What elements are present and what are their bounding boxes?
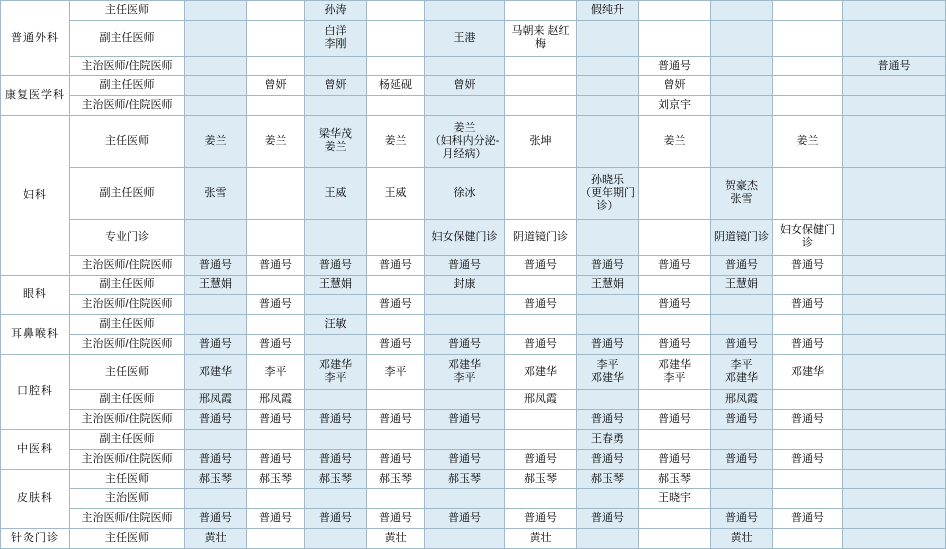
schedule-cell	[425, 96, 505, 116]
schedule-cell	[305, 528, 367, 548]
schedule-cell	[711, 469, 773, 489]
schedule-cell	[639, 219, 711, 255]
schedule-cell: 妇女保健门诊	[773, 219, 843, 255]
schedule-cell	[185, 219, 247, 255]
schedule-cell: 黄壮	[367, 528, 425, 548]
schedule-cell: 邓建华 李平	[425, 354, 505, 390]
schedule-cell	[711, 56, 773, 76]
schedule-cell	[425, 295, 505, 315]
schedule-cell	[577, 489, 639, 509]
schedule-cell: 邢凤霞	[711, 390, 773, 410]
schedule-cell	[843, 390, 946, 410]
table-row	[1, 528, 946, 548]
role-cell: 副主任医师	[70, 76, 185, 96]
schedule-cell: 贺豪杰 张雪	[711, 167, 773, 219]
schedule-cell: 汪敏	[305, 315, 367, 335]
role-cell: 主治医师/住院医师	[70, 96, 185, 116]
schedule-cell: 普通号	[305, 255, 367, 275]
table-row	[1, 469, 946, 489]
role-cell: 主治医师/住院医师	[70, 509, 185, 529]
schedule-cell: 邢凤霞	[505, 390, 577, 410]
schedule-cell	[639, 1, 711, 21]
table-row	[1, 354, 946, 390]
table-row	[1, 509, 946, 529]
schedule-cell	[305, 96, 367, 116]
schedule-cell	[639, 430, 711, 450]
department-cell: 中医科	[1, 430, 70, 470]
schedule-cell: 刘京宇	[639, 96, 711, 116]
role-cell: 主任医师	[70, 354, 185, 390]
schedule-cell	[367, 489, 425, 509]
role-cell: 主治医师/住院医师	[70, 334, 185, 354]
schedule-cell: 梁华茂 姜兰	[305, 115, 367, 167]
schedule-cell: 普通号	[185, 509, 247, 529]
schedule-cell	[711, 20, 773, 56]
schedule-cell	[773, 489, 843, 509]
schedule-cell	[843, 449, 946, 469]
schedule-cell	[247, 219, 305, 255]
schedule-cell	[843, 1, 946, 21]
schedule-cell	[367, 219, 425, 255]
schedule-cell: 邓建华	[185, 354, 247, 390]
schedule-cell: 普通号	[185, 410, 247, 430]
department-cell: 针灸门诊	[1, 528, 70, 548]
schedule-cell	[843, 255, 946, 275]
schedule-cell: 普通号	[711, 334, 773, 354]
schedule-cell	[773, 528, 843, 548]
schedule-cell	[367, 20, 425, 56]
table-row	[1, 255, 946, 275]
schedule-cell	[305, 295, 367, 315]
schedule-cell: 普通号	[367, 509, 425, 529]
schedule-cell	[843, 354, 946, 390]
role-cell: 主治医师/住院医师	[70, 56, 185, 76]
schedule-cell: 普通号	[305, 509, 367, 529]
schedule-cell	[505, 410, 577, 430]
schedule-cell: 邓建华	[773, 354, 843, 390]
table-row	[1, 56, 946, 76]
schedule-cell	[185, 1, 247, 21]
schedule-cell	[305, 390, 367, 410]
role-cell: 副主任医师	[70, 275, 185, 295]
schedule-cell: 郝玉琴	[577, 469, 639, 489]
schedule-cell: 普通号	[247, 295, 305, 315]
schedule-cell: 白洋 李刚	[305, 20, 367, 56]
schedule-cell: 普通号	[639, 295, 711, 315]
schedule-cell: 普通号	[247, 255, 305, 275]
schedule-cell	[185, 96, 247, 116]
table-row	[1, 315, 946, 335]
schedule-cell: 李平 邓建华	[711, 354, 773, 390]
schedule-cell	[247, 56, 305, 76]
schedule-cell	[843, 167, 946, 219]
schedule-cell: 普通号	[773, 449, 843, 469]
schedule-cell: 普通号	[711, 509, 773, 529]
schedule-cell	[843, 410, 946, 430]
schedule-cell	[639, 275, 711, 295]
schedule-cell	[577, 20, 639, 56]
role-cell: 主任医师	[70, 528, 185, 548]
schedule-cell	[843, 76, 946, 96]
schedule-cell: 邓建华 李平	[639, 354, 711, 390]
schedule-cell: 李平 邓建华	[577, 354, 639, 390]
schedule-cell: 普通号	[367, 295, 425, 315]
schedule-cell	[425, 1, 505, 21]
schedule-cell	[247, 275, 305, 295]
role-cell: 副主任医师	[70, 390, 185, 410]
schedule-cell: 王港	[425, 20, 505, 56]
table-row	[1, 430, 946, 450]
schedule-cell	[843, 295, 946, 315]
schedule-cell	[425, 528, 505, 548]
schedule-cell: 曾妍	[425, 76, 505, 96]
schedule-cell: 邓建华 李平	[305, 354, 367, 390]
schedule-cell	[247, 20, 305, 56]
role-cell: 主治医师	[70, 489, 185, 509]
table-row	[1, 219, 946, 255]
schedule-cell: 普通号	[367, 255, 425, 275]
schedule-cell: 王慧娟	[711, 275, 773, 295]
schedule-cell	[773, 390, 843, 410]
table-row	[1, 295, 946, 315]
schedule-cell	[185, 20, 247, 56]
schedule-cell: 普通号	[367, 334, 425, 354]
schedule-cell	[425, 390, 505, 410]
schedule-cell	[639, 528, 711, 548]
schedule-cell	[843, 275, 946, 295]
schedule-cell	[425, 430, 505, 450]
schedule-cell: 杨延砚	[367, 76, 425, 96]
table-row	[1, 167, 946, 219]
schedule-cell	[425, 315, 505, 335]
schedule-cell	[773, 167, 843, 219]
schedule-cell	[773, 96, 843, 116]
schedule-cell: 邢凤霞	[185, 390, 247, 410]
table-row	[1, 489, 946, 509]
role-cell: 主任医师	[70, 469, 185, 489]
schedule-cell	[711, 1, 773, 21]
schedule-cell	[425, 56, 505, 76]
schedule-cell	[185, 295, 247, 315]
schedule-cell: 黄壮	[505, 528, 577, 548]
schedule-cell	[305, 334, 367, 354]
department-cell: 妇科	[1, 115, 70, 275]
schedule-cell	[367, 96, 425, 116]
schedule-cell	[773, 20, 843, 56]
schedule-cell: 普通号	[367, 410, 425, 430]
schedule-cell	[711, 295, 773, 315]
schedule-cell	[305, 56, 367, 76]
schedule-cell	[577, 528, 639, 548]
schedule-cell	[505, 1, 577, 21]
schedule-cell: 普通号	[425, 509, 505, 529]
role-cell: 主治医师/住院医师	[70, 295, 185, 315]
role-cell: 副主任医师	[70, 167, 185, 219]
schedule-cell: 张雪	[185, 167, 247, 219]
schedule-cell	[305, 489, 367, 509]
schedule-cell	[305, 430, 367, 450]
schedule-cell: 郝玉琴	[185, 469, 247, 489]
schedule-cell	[185, 315, 247, 335]
schedule-cell	[367, 430, 425, 450]
role-cell: 专业门诊	[70, 219, 185, 255]
schedule-cell	[711, 315, 773, 335]
schedule-cell: 张坤	[505, 115, 577, 167]
schedule-cell	[577, 315, 639, 335]
schedule-cell: 郝玉琴	[505, 469, 577, 489]
schedule-cell: 普通号	[185, 449, 247, 469]
department-cell: 口腔科	[1, 354, 70, 429]
schedule-cell	[577, 219, 639, 255]
schedule-cell	[247, 315, 305, 335]
schedule-cell	[639, 509, 711, 529]
schedule-cell	[711, 76, 773, 96]
schedule-cell	[773, 430, 843, 450]
schedule-cell: 普通号	[711, 255, 773, 275]
schedule-cell	[247, 430, 305, 450]
table-row	[1, 115, 946, 167]
schedule-cell: 普通号	[185, 334, 247, 354]
schedule-cell	[843, 509, 946, 529]
schedule-cell	[367, 315, 425, 335]
schedule-cell: 普通号	[505, 509, 577, 529]
table-row	[1, 76, 946, 96]
schedule-cell: 普通号	[425, 255, 505, 275]
schedule-cell	[773, 76, 843, 96]
schedule-cell: 普通号	[639, 449, 711, 469]
schedule-cell	[505, 275, 577, 295]
schedule-cell	[185, 430, 247, 450]
schedule-cell: 王慧娟	[577, 275, 639, 295]
schedule-cell	[773, 469, 843, 489]
schedule-cell	[577, 295, 639, 315]
schedule-cell	[505, 56, 577, 76]
schedule-cell: 王威	[305, 167, 367, 219]
schedule-cell: 马朝来 赵红梅	[505, 20, 577, 56]
schedule-cell	[843, 96, 946, 116]
schedule-cell: 普通号	[773, 334, 843, 354]
schedule-cell: 普通号	[773, 295, 843, 315]
schedule-cell	[577, 390, 639, 410]
schedule-cell: 王晓宇	[639, 489, 711, 509]
schedule-cell: 普通号	[367, 449, 425, 469]
schedule-cell	[711, 96, 773, 116]
schedule-cell: 普通号	[505, 295, 577, 315]
table-row	[1, 20, 946, 56]
schedule-cell	[711, 115, 773, 167]
schedule-cell	[505, 76, 577, 96]
schedule-cell: 普通号	[185, 255, 247, 275]
schedule-cell: 郝玉琴	[367, 469, 425, 489]
schedule-cell: 郝玉琴	[639, 469, 711, 489]
schedule-cell	[577, 96, 639, 116]
schedule-cell: 普通号	[711, 410, 773, 430]
role-cell: 副主任医师	[70, 315, 185, 335]
schedule-cell	[843, 315, 946, 335]
schedule-cell: 普通号	[577, 410, 639, 430]
schedule-cell: 普通号	[639, 56, 711, 76]
schedule-cell	[639, 167, 711, 219]
schedule-cell: 普通号	[425, 410, 505, 430]
role-cell: 主治医师/住院医师	[70, 255, 185, 275]
schedule-cell	[425, 489, 505, 509]
schedule-cell: 封康	[425, 275, 505, 295]
schedule-cell: 普通号	[247, 449, 305, 469]
schedule-cell	[639, 20, 711, 56]
schedule-cell	[305, 219, 367, 255]
table-row	[1, 96, 946, 116]
schedule-cell: 普通号	[639, 410, 711, 430]
schedule-cell: 普通号	[425, 449, 505, 469]
table-row	[1, 334, 946, 354]
schedule-cell	[247, 96, 305, 116]
schedule-cell: 王慧娟	[185, 275, 247, 295]
schedule-cell: 妇女保健门诊	[425, 219, 505, 255]
schedule-cell	[843, 115, 946, 167]
table-row	[1, 410, 946, 430]
schedule-cell	[505, 96, 577, 116]
schedule-cell: 郝玉琴	[247, 469, 305, 489]
schedule-cell: 邢凤霞	[247, 390, 305, 410]
schedule-cell	[247, 167, 305, 219]
schedule-cell	[843, 219, 946, 255]
schedule-cell: 孙涛	[305, 1, 367, 21]
department-cell: 眼科	[1, 275, 70, 315]
role-cell: 主任医师	[70, 115, 185, 167]
schedule-cell: 李平	[247, 354, 305, 390]
schedule-cell	[185, 56, 247, 76]
schedule-cell: 黄壮	[185, 528, 247, 548]
schedule-cell	[505, 167, 577, 219]
schedule-cell: 普通号	[577, 509, 639, 529]
schedule-cell: 普通号	[505, 255, 577, 275]
schedule-cell: 普通号	[425, 334, 505, 354]
schedule-cell: 普通号	[773, 255, 843, 275]
schedule-cell	[247, 528, 305, 548]
role-cell: 主任医师	[70, 1, 185, 21]
schedule-cell: 姜兰	[773, 115, 843, 167]
schedule-cell: 姜兰 （妇科内分泌-月经病）	[425, 115, 505, 167]
schedule-cell: 普通号	[247, 509, 305, 529]
schedule-cell	[843, 334, 946, 354]
schedule-cell: 姜兰	[367, 115, 425, 167]
schedule-cell: 普通号	[773, 509, 843, 529]
department-cell: 普通外科	[1, 1, 70, 76]
schedule-cell: 普通号	[711, 449, 773, 469]
schedule-cell	[843, 430, 946, 450]
schedule-cell	[505, 315, 577, 335]
schedule-cell	[185, 489, 247, 509]
schedule-cell: 普通号	[247, 410, 305, 430]
schedule-cell	[247, 489, 305, 509]
schedule-cell	[639, 390, 711, 410]
schedule-cell	[843, 528, 946, 548]
schedule-cell	[505, 489, 577, 509]
schedule-cell: 姜兰	[639, 115, 711, 167]
schedule-cell: 曾妍	[305, 76, 367, 96]
schedule-cell: 普通号	[773, 410, 843, 430]
schedule-cell	[577, 76, 639, 96]
schedule-cell: 普通号	[505, 449, 577, 469]
role-cell: 主治医师/住院医师	[70, 410, 185, 430]
schedule-cell	[711, 489, 773, 509]
schedule-cell: 姜兰	[185, 115, 247, 167]
schedule-body	[1, 1, 946, 549]
schedule-cell: 曾妍	[247, 76, 305, 96]
schedule-cell: 郝玉琴	[305, 469, 367, 489]
schedule-cell	[185, 76, 247, 96]
schedule-cell	[843, 469, 946, 489]
schedule-cell	[773, 275, 843, 295]
role-cell: 副主任医师	[70, 430, 185, 450]
schedule-cell: 孙晓乐 （更年期门诊）	[577, 167, 639, 219]
schedule-cell: 李平	[367, 354, 425, 390]
schedule-cell: 姜兰	[247, 115, 305, 167]
schedule-cell: 普通号	[577, 449, 639, 469]
schedule-cell	[247, 1, 305, 21]
department-cell: 康复医学科	[1, 76, 70, 116]
schedule-cell	[577, 115, 639, 167]
role-cell: 副主任医师	[70, 20, 185, 56]
schedule-cell: 普通号	[305, 410, 367, 430]
schedule-cell	[639, 315, 711, 335]
schedule-cell: 普通号	[639, 255, 711, 275]
table-row	[1, 390, 946, 410]
schedule-cell	[367, 275, 425, 295]
schedule-cell	[505, 430, 577, 450]
schedule-cell: 郝玉琴	[425, 469, 505, 489]
schedule-cell	[773, 1, 843, 21]
table-row	[1, 449, 946, 469]
schedule-cell: 普通号	[505, 334, 577, 354]
schedule-cell: 黄壮	[711, 528, 773, 548]
schedule-cell: 普通号	[843, 56, 946, 76]
schedule-cell: 阴道镜门诊	[711, 219, 773, 255]
schedule-cell: 徐冰	[425, 167, 505, 219]
schedule-cell: 王春勇	[577, 430, 639, 450]
schedule-cell: 假纯升	[577, 1, 639, 21]
schedule-cell: 普通号	[577, 334, 639, 354]
schedule-cell	[367, 56, 425, 76]
schedule-cell	[367, 1, 425, 21]
schedule-cell	[843, 20, 946, 56]
table-row	[1, 275, 946, 295]
department-cell: 耳鼻喉科	[1, 315, 70, 355]
schedule-cell: 王威	[367, 167, 425, 219]
schedule-cell	[367, 390, 425, 410]
schedule-cell: 王慧娟	[305, 275, 367, 295]
schedule-cell	[843, 489, 946, 509]
schedule-cell: 普通号	[305, 449, 367, 469]
role-cell: 主治医师/住院医师	[70, 449, 185, 469]
schedule-cell: 邓建华	[505, 354, 577, 390]
schedule-cell	[711, 430, 773, 450]
table-row	[1, 1, 946, 21]
schedule-cell: 曾妍	[639, 76, 711, 96]
schedule-cell	[773, 315, 843, 335]
schedule-cell: 普通号	[639, 334, 711, 354]
schedule-cell	[773, 56, 843, 76]
schedule-cell: 普通号	[247, 334, 305, 354]
schedule-cell	[577, 56, 639, 76]
schedule-cell: 普通号	[577, 255, 639, 275]
schedule-cell: 阴道镜门诊	[505, 219, 577, 255]
department-cell: 皮肤科	[1, 469, 70, 528]
